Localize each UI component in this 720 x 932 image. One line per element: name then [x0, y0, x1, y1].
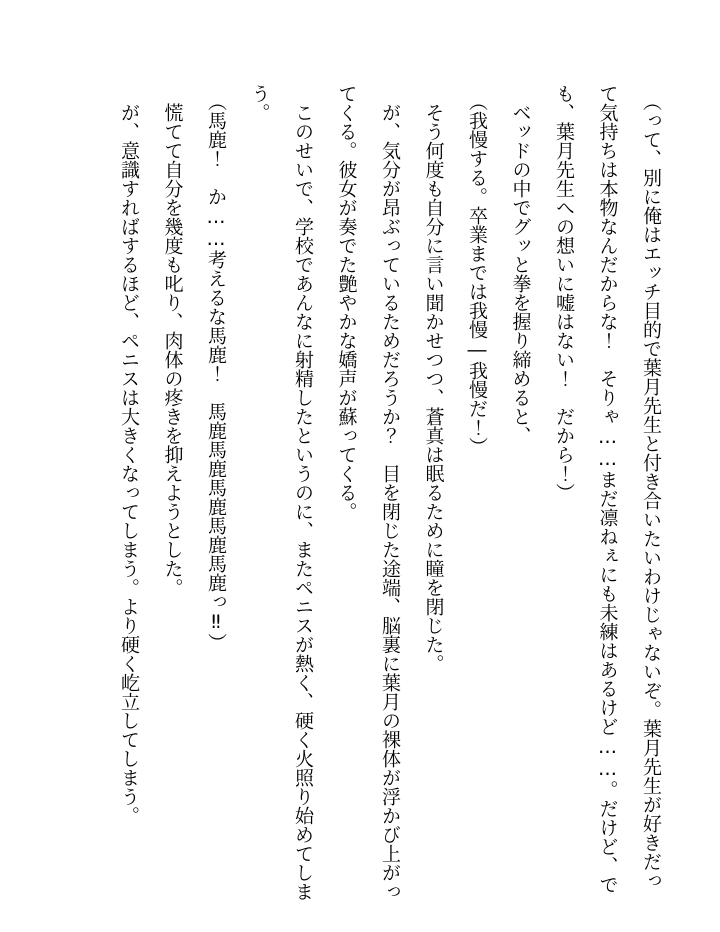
paragraph: が、意識すればするほど、ペニスは大きくなってしまう。より硬く屹立してしまう。 [118, 103, 140, 825]
paragraph: 慌てて自分を幾度も叱り、肉体の疼きを抑えようとした。 [161, 103, 184, 597]
paragraph: （って、別に俺はエッチ目的で葉月先生と付き合いたいわけじゃないぞ。葉月先生が好きだって気持ちは本物なんだからな！ そりゃ……まだ凛ねぇにも未練はあるけど……。だけど、でも、葉月先生への想いに嘘はない！ だから！） [553, 84, 662, 894]
paragraph: （我慢する。卒業までは我慢―我慢だ！） [466, 91, 488, 456]
paragraph: このせいで、学校であんなに射精したというのに、またペニスが熱く、硬く火照り始めてしまう。 [248, 84, 314, 901]
paragraph: （馬鹿！ か……考えるな馬鹿！ 馬鹿馬鹿馬鹿馬鹿馬鹿っ‼） [205, 91, 227, 652]
paragraph: そう何度も自分に言い聞かせつつ、蒼真は眠るために瞳を閉じた。 [422, 103, 445, 673]
vertical-text-area [107, 84, 673, 901]
paragraph: ベッドの中でグッと拳を握り締めると、 [509, 103, 532, 445]
paragraph: が、気分が昂ぶっているためだろうか？ 目を閉じた途端、脳裏に葉月の裸体が浮かび上がってくる。彼女が奏でた艶やかな嬌声が蘇ってくる。 [335, 84, 401, 901]
